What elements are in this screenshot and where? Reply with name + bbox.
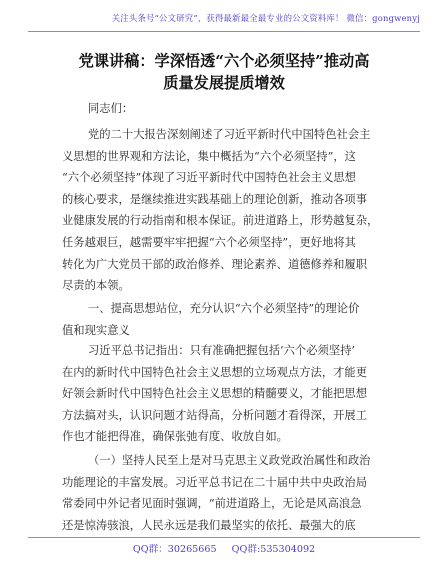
paragraph-intro: [62, 124, 388, 297]
header-notice-text: 关注头条号“公文研究”，获得最新最全最专业的公文资料库！ 微信：gongwenyj: [111, 13, 420, 23]
text-line: （一）坚持人民至上是对马克思主义政党政治属性和政治: [88, 454, 371, 467]
text-line: 党的二十大报告深刻阐述了习近平新时代中国特色社会主: [88, 128, 371, 141]
footer-contact-bar: [28, 537, 420, 562]
paragraph-subsection-1: [62, 450, 388, 536]
salutation-text: 同志们：: [88, 102, 134, 115]
footer-qq-group-1: QQ群：30265665: [132, 544, 217, 555]
title-line: 质量发展提质增效: [163, 74, 285, 92]
footer-qq-group-2: QQ群:535304092: [231, 544, 316, 555]
header-notice-banner: [28, 5, 420, 32]
text-line: 义思想的世界观和方法论，集中概括为“六个必须坚持”，这: [62, 149, 356, 163]
text-line: 习近平总书记指出：只有准确把握包括‘六个必须坚持’: [88, 344, 356, 357]
text-line: 方法搞对头，认识问题才站得高，分析问题才看得深，开展工: [62, 408, 368, 422]
section-heading-1: [62, 298, 388, 341]
text-line: 转化为广大党员干部的政治修养、理论素养、道德修养和履职: [62, 257, 368, 271]
text-line: 任务越艰巨，越需要牢牢把握“六个必须坚持”，更好地将其: [62, 235, 356, 249]
text-line: 的核心要求，是继续推进实践基础上的理论创新，推动各项事: [62, 192, 368, 206]
title-line: 党课讲稿：学深悟透“六个必须坚持”推动高: [78, 52, 370, 70]
text-line: 功能理论的丰富发展。习近平总书记在二十届中共中央政治局: [62, 475, 368, 489]
text-line: 常委同中外记者见面时强调，“前进道路上，无论是风高浪急: [62, 497, 362, 511]
text-line: 一、提高思想站位，充分认识“六个必须坚持”的理论价: [88, 302, 360, 315]
salutation: [62, 98, 388, 120]
text-line: 好领会新时代中国特色社会主义思想的精髓要义，才能把思想: [62, 387, 368, 401]
text-line: “六个必须坚持”体现了习近平新时代中国特色社会主义思想: [62, 171, 356, 185]
text-line: 在内的新时代中国特色社会主义思想的立场观点方法，才能更: [62, 365, 368, 379]
text-line: 还是惊涛骇浪，人民永远是我们最坚实的依托、最强大的底: [62, 518, 356, 532]
text-line: 作也才能把得准，确保张弛有度、收放自如。: [62, 430, 288, 444]
text-line: 尽责的本领。: [62, 279, 130, 293]
document-title: [40, 50, 408, 94]
text-line: 业健康发展的行动指南和根本保证。前进道路上，形势越复杂，: [62, 214, 379, 228]
text-line: 值和现实意义: [62, 323, 130, 337]
paragraph-quote: [62, 340, 388, 448]
